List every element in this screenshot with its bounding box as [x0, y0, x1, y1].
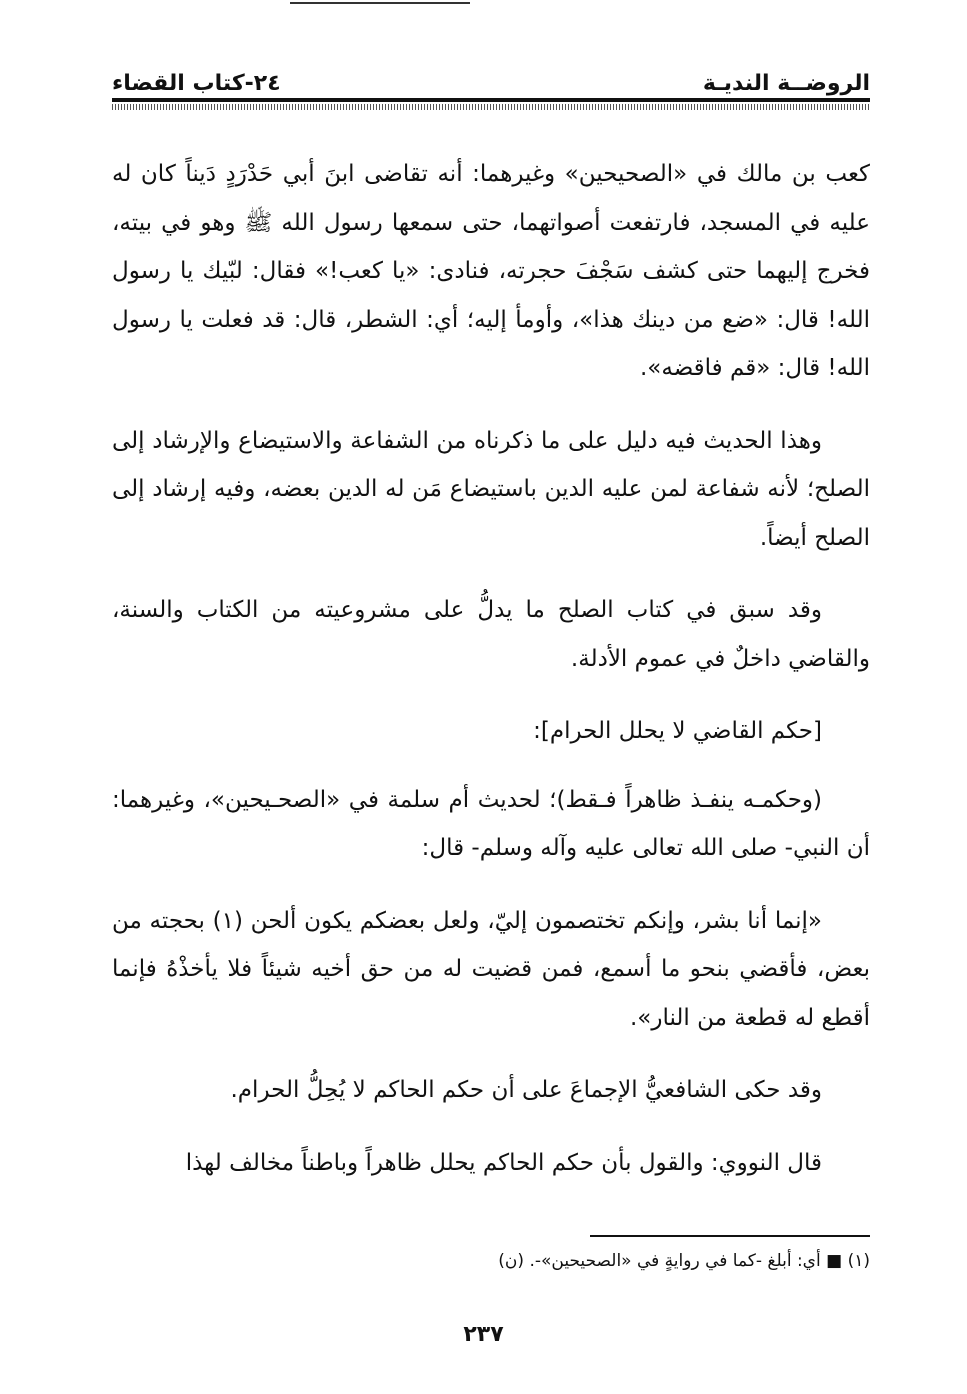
paragraph-hadith-kaab: كعب بن مالك في «الصحيحين» وغيرهما: أنه تقاضى ابنَ أبي حَدْرَدٍ دَيناً كان له عليه في المسجد، فارتفعت أصواتهما، حتى سمعها رسول الله ﷺ وهو في بيته، فخرج إليهما حتى كشف سَجْفَ حجرته، فنادى: «يا كعب!» فقال: لبّيك يا رسول الله! قال: «ضع من دينك هذا»، وأومأ إليه؛ أي: الشطر، قال: قد فعلت يا رسول الله! قال: «قم فاقضه».: [112, 161, 870, 381]
paragraph-nawawi: قال النووي: والقول بأن حكم الحاكم يحلل ظاهراً وباطناً مخالف لهذا: [185, 1149, 822, 1176]
book-title: الروضــة النديـة: [702, 71, 870, 96]
paragraph-commentary: وهذا الحديث فيه دليل على ما ذكرناه من الشفاعة والاستيضاع والإرشاد إلى الصلح؛ لأنه شفاعة لمن عليه الدين باستيضاع مَن له الدين بعضه، وفيه إرشاد إلى الصلح أيضاً.: [112, 427, 870, 551]
paragraph-ruling: (وحكمـه ينفـذ ظاهراً فـقط)؛ لحديث أم سلمة في «الصحـيحين»، وغيرهما: أن النبي- صلى الله تعالى عليه وآله وسلم- قال:: [112, 786, 870, 861]
footnote: (١) ■ أي: أبلغ -كما في روايةٍ في «الصحيحين»-. (ن): [498, 1251, 870, 1271]
section-heading: [حكم القاضي لا يحلل الحرام]:: [533, 718, 822, 744]
footnote-rule: [590, 1235, 870, 1237]
paragraph-shafii: وقد حكى الشافعيُّ الإجماعَ على أن حكم الحاكم لا يُحِلُّ الحرام.: [230, 1077, 822, 1103]
paragraph-sulh: وقد سبق في كتاب الصلح ما يدلُّ على مشروعيته من الكتاب والسنة، والقاضي داخلٌ في عموم الأدلة.: [112, 597, 870, 672]
body-text: [112, 150, 870, 1211]
page-number: ٢٣٧: [463, 1322, 504, 1347]
chapter-title: ٢٤-كتاب القضاء: [112, 71, 281, 96]
header-rule: [112, 98, 870, 102]
paragraph-hadith-quote: «إنما أنا بشر، وإنكم تختصمون إليّ، ولعل بعضكم يكون ألحن (١) بحجته من بعض، فأقضي بنحو ما أسمع، فمن قضيت له من حق أخيه شيئاً فلا يأخذْهُ فإنما أقطع له قطعة من النار».: [112, 907, 870, 1031]
header-rule-hatched: [112, 104, 870, 110]
scan-top-line: [290, 2, 470, 4]
running-header: [112, 60, 870, 96]
